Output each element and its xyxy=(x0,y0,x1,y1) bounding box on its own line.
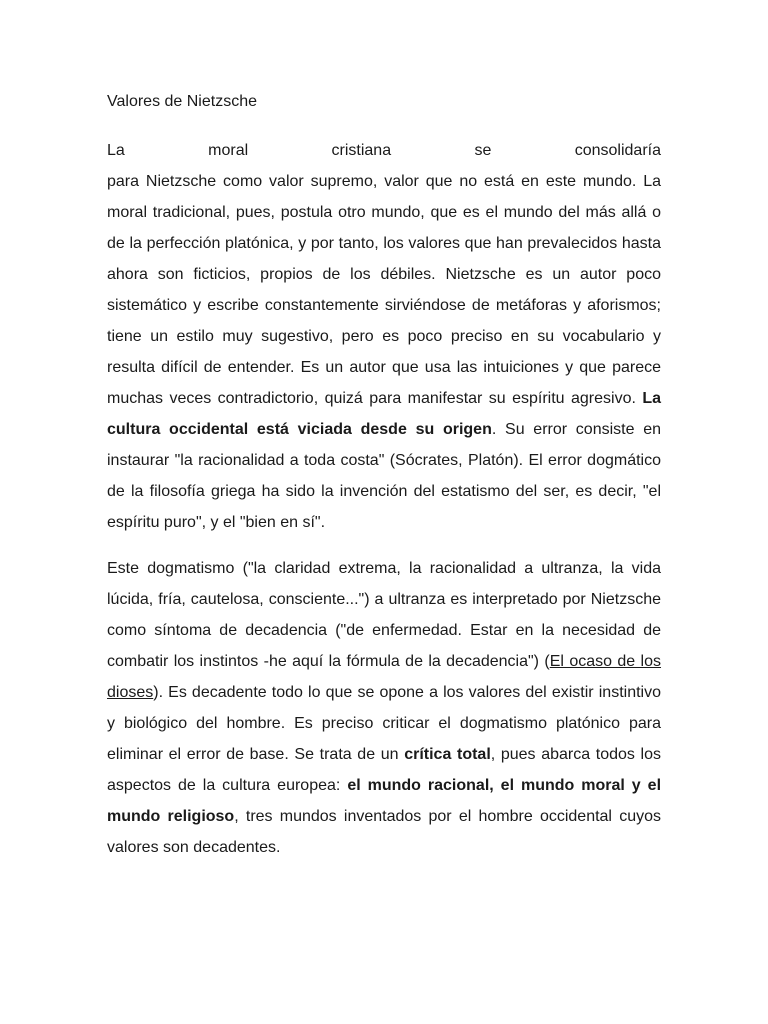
paragraph-2-text-1: Este dogmatismo ("la claridad extrema, la racionalidad a ultranza, la vida lúcida, fría, cautelosa, consciente...") a ultranza es interpretado por Nietzsche como síntoma de decadencia ("de enfermedad. Estar en la necesidad de combatir los instintos -he aquí la fórmula de la decadencia") ( xyxy=(107,560,661,670)
paragraph-2 xyxy=(107,553,661,863)
paragraph-2-bold-1: crítica total xyxy=(404,746,491,763)
document-title: Valores de Nietzsche xyxy=(107,93,257,110)
paragraph-1-text-1: para Nietzsche como valor supremo, valor que no está en este mundo. La moral tradicional, pues, postula otro mundo, que es el mundo del más allá o de la perfección platónica, y por tanto, los valores que han prevalecidos hasta ahora son ficticios, propios de los débiles. Nietzsche es un autor poco sistemático y escribe constantemente sirviéndose de metáforas y aforismos; tiene un estilo muy sugestivo, pero es poco preciso en su vocabulario y resulta difícil de entender. Es un autor que usa las intuiciones y que parece muchas veces contradictorio, quizá para manifestar su espíritu agresivo. xyxy=(107,173,661,407)
paragraph-1-first-line: La moral cristiana se consolidaría xyxy=(107,142,661,159)
book-title-link: El ocaso de los dioses xyxy=(107,653,662,701)
paragraph-1 xyxy=(107,135,661,538)
paragraph-2-text-3: , pues abarca todos los aspectos de la cultura europea: xyxy=(107,746,662,794)
paragraph-2-text-2: ). Es decadente todo lo que se opone a los valores del existir instintivo y biológico del hombre. Es preciso criticar el dogmatismo platónico para eliminar el error de base. Se trata de un xyxy=(107,684,661,763)
paragraph-2-bold-2: el mundo racional, el mundo moral y el mundo religioso xyxy=(107,777,662,825)
paragraph-1-text-2: . Su error consiste en instaurar "la racionalidad a toda costa" (Sócrates, Platón). El error dogmático de la filosofía griega ha sido la invención del estatismo del ser, es decir, "el espíritu puro", y el "bien en sí". xyxy=(107,421,662,531)
paragraph-2-text-4: , tres mundos inventados por el hombre occidental cuyos valores son decadentes. xyxy=(107,808,661,856)
paragraph-1-bold-1: La cultura occidental está viciada desde su origen xyxy=(107,390,661,438)
document-page xyxy=(107,90,661,878)
